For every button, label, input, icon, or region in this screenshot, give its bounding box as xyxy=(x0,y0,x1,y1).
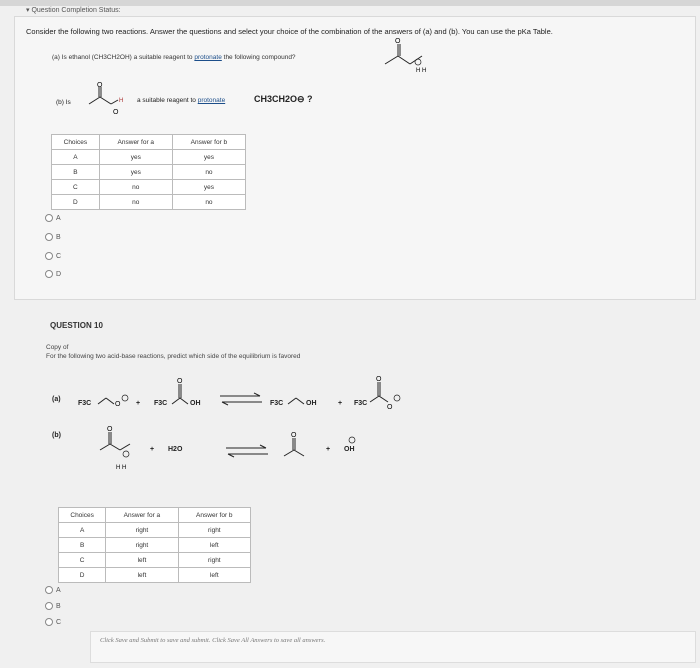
table-cell: right xyxy=(178,523,250,538)
svg-text:H H: H H xyxy=(416,68,427,74)
radio-button[interactable] xyxy=(45,586,53,594)
svg-text:O: O xyxy=(107,426,113,433)
part-a-lead: (a) Is ethanol (CH3CH2OH) a suitable reagent to xyxy=(52,54,193,61)
trifluoroethoxide-fragment: F3C xyxy=(78,400,92,407)
table-cell: C xyxy=(59,553,106,568)
reaction-a-label: (a) xyxy=(52,396,61,403)
ethoxide-formula: CH3CH2O⊖ ? xyxy=(254,94,313,104)
trifluoroacetate-bonds xyxy=(370,372,406,412)
option-a-q9[interactable] xyxy=(45,214,61,222)
option-a-q10[interactable] xyxy=(45,586,61,594)
answer-table-q9 xyxy=(51,134,246,210)
plus-sign: + xyxy=(150,446,155,453)
option-c-q10[interactable] xyxy=(45,618,61,626)
plus-sign: + xyxy=(136,400,141,407)
option-label: B xyxy=(56,602,61,610)
option-label: A xyxy=(56,214,61,222)
part-b-lead: a suitable reagent to xyxy=(137,97,196,104)
aldehyde-structure xyxy=(84,84,130,116)
table-cell: left xyxy=(178,538,250,553)
table-cell: no xyxy=(172,195,245,210)
status-label: Question Completion Status: xyxy=(31,7,121,14)
option-label: C xyxy=(56,252,62,260)
table-cell: C xyxy=(52,180,100,195)
plus-sign: + xyxy=(326,446,331,453)
option-b-q10[interactable] xyxy=(45,602,61,610)
hydroxide-formula: OH xyxy=(344,446,355,453)
table-cell: right xyxy=(178,553,250,568)
plus-sign: + xyxy=(338,400,343,407)
radio-button[interactable] xyxy=(45,602,53,610)
question-9-prompt: Consider the following two reactions. Answer the questions and select your choice of the combination of the answers of (a) and (b). You can use the pKa Table. xyxy=(26,27,553,36)
option-label: C xyxy=(56,618,62,626)
table-cell: yes xyxy=(99,165,172,180)
table-cell: no xyxy=(99,195,172,210)
part-b-text xyxy=(137,97,225,104)
table-cell: A xyxy=(52,150,100,165)
table-cell: D xyxy=(59,568,106,583)
option-b-q9[interactable] xyxy=(45,233,61,241)
svg-text:H H: H H xyxy=(116,465,127,471)
trifluoroacid-left: F3C xyxy=(154,400,168,407)
reaction-b-label: (b) xyxy=(52,432,61,439)
trifluoroethanol-right: OH xyxy=(306,400,317,407)
water-formula: H2O xyxy=(168,446,183,453)
svg-text:O: O xyxy=(291,432,297,439)
svg-text:O: O xyxy=(115,401,121,408)
table-cell: no xyxy=(172,165,245,180)
radio-button[interactable] xyxy=(45,233,53,241)
radio-button[interactable] xyxy=(45,618,53,626)
table-header: Choices xyxy=(52,135,100,150)
table-cell: yes xyxy=(99,150,172,165)
radio-button[interactable] xyxy=(45,214,53,222)
svg-text:O: O xyxy=(376,376,382,383)
radio-button[interactable] xyxy=(45,252,53,260)
submit-footer xyxy=(90,631,696,663)
option-label: B xyxy=(56,233,61,241)
svg-text:O: O xyxy=(177,378,183,385)
trifluoroacetate-left: F3C xyxy=(354,400,368,407)
equilibrium-arrows-a xyxy=(218,392,264,406)
equilibrium-arrows-b xyxy=(224,444,270,458)
protonated-ketone-structure xyxy=(380,36,440,78)
table-header: Answer for a xyxy=(99,135,172,150)
table-cell: B xyxy=(59,538,106,553)
protonate-link-a[interactable]: protonate xyxy=(194,54,222,61)
svg-text:O: O xyxy=(97,82,103,89)
save-submit-instructions: Click Save and Submit to save and submit. Click Save All Answers to save all answers. xyxy=(100,637,326,644)
table-cell: left xyxy=(106,568,178,583)
table-cell: no xyxy=(99,180,172,195)
svg-text:H: H xyxy=(119,98,124,104)
option-label: D xyxy=(56,270,62,278)
table-cell: right xyxy=(106,538,178,553)
radio-button[interactable] xyxy=(45,270,53,278)
table-cell: B xyxy=(52,165,100,180)
ethoxide-bonds xyxy=(98,392,128,410)
table-cell: left xyxy=(178,568,250,583)
svg-text:O: O xyxy=(387,404,393,411)
option-d-q9[interactable] xyxy=(45,270,61,278)
trifluoroethanol-left: F3C xyxy=(270,400,284,407)
part-a-text xyxy=(52,54,296,61)
hydroxide-charge xyxy=(348,436,358,444)
trifluoroethanol-bonds xyxy=(288,392,306,408)
table-cell: yes xyxy=(172,180,245,195)
table-cell: A xyxy=(59,523,106,538)
table-cell: left xyxy=(106,553,178,568)
part-a-tail: the following compound? xyxy=(223,54,296,61)
option-label: A xyxy=(56,586,61,594)
option-c-q9[interactable] xyxy=(45,252,61,260)
acetone-structure xyxy=(282,432,312,462)
svg-text:O: O xyxy=(113,109,119,116)
question-10-prompt: For the following two acid-base reactions, predict which side of the equilibrium is favored xyxy=(46,353,301,360)
table-cell: right xyxy=(106,523,178,538)
table-header: Answer for b xyxy=(172,135,245,150)
table-header: Answer for b xyxy=(178,508,250,523)
question-completion-status[interactable]: ▾ Question Completion Status: xyxy=(26,7,121,14)
question-10-title: QUESTION 10 xyxy=(50,321,103,330)
table-cell: yes xyxy=(172,150,245,165)
protonate-link-b[interactable]: protonate xyxy=(197,97,226,104)
trifluoroacid-right: OH xyxy=(190,400,201,407)
protonated-acetone-structure xyxy=(96,424,136,470)
part-b-label: (b) Is xyxy=(56,99,71,106)
table-header: Choices xyxy=(59,508,106,523)
table-cell: D xyxy=(52,195,100,210)
table-header: Answer for a xyxy=(106,508,178,523)
svg-text:O: O xyxy=(395,38,401,45)
question-10-copy-label: Copy of xyxy=(46,344,69,351)
answer-table-q10 xyxy=(58,507,251,583)
